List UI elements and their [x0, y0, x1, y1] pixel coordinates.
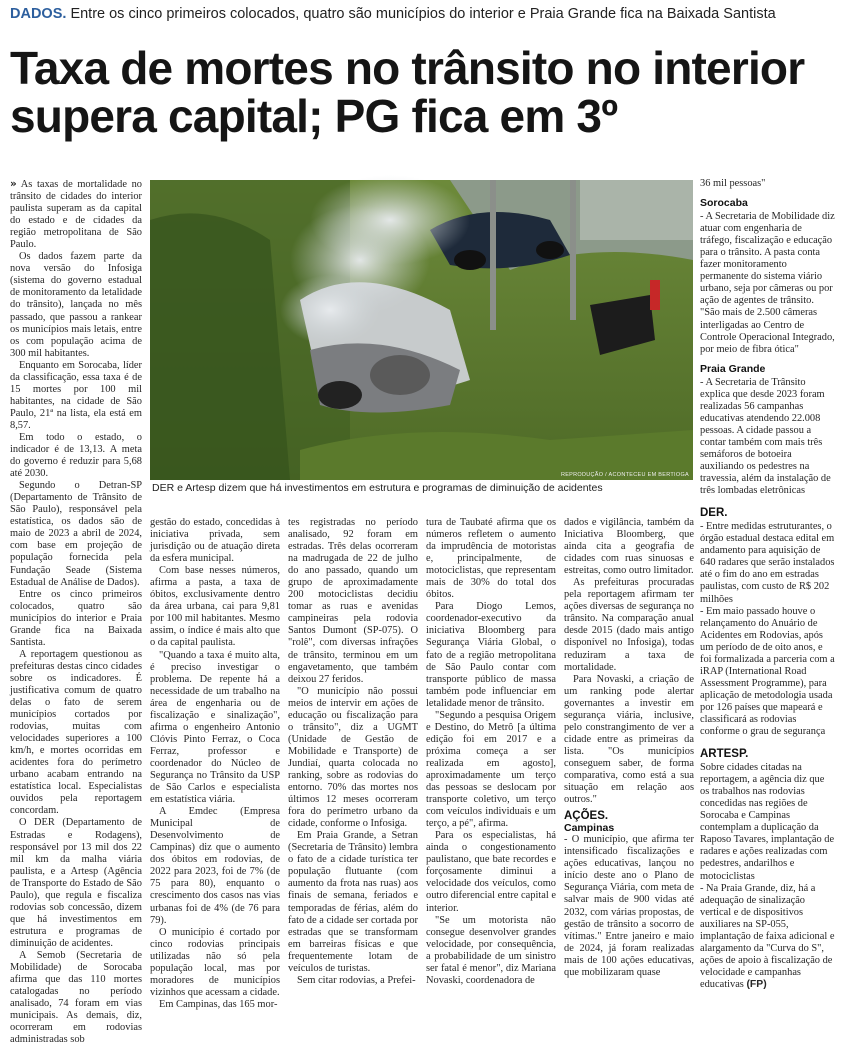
paragraph: - A Secretaria de Trânsito explica que desde 2023 foram realizadas 56 campanhas educativas atendendo 22.008 pessoas. A cidade passou a contar também com mais três semáforos de botoeira auxiliando os pedestres na travessia, além da instalação de três lombadas eletrônicas — [700, 376, 831, 497]
paragraph: » As taxas de mortalidade no trânsito de cidades do interior paulista superam as da capital do estado e de cidades da região metropolitana de São Paulo. — [10, 178, 142, 251]
paragraph: Entre os cinco primeiros colocados, quatro são municípios do interior e Praia Grande fica na Baixada Santista. — [10, 588, 142, 648]
paragraph: Em todo o estado, o indicador é de 13,13. A meta do governo é reduzir para 5,68 até 2030. — [10, 431, 142, 480]
paragraph: Para Diogo Lemos, coordenador-executivo da iniciativa Bloomberg para Segurança Viária Global, o fato de a região metropolitana de São Paulo contar com transporte público de massa também pode influenciar em letalidade menor de trânsito. — [426, 601, 556, 709]
accident-photo-illustration — [150, 180, 693, 480]
paragraph: A Emdec (Empresa Municipal de Desenvolvimento de Campinas) diz que o aumento dos óbitos em rodovias, de 2022 para 2023, foi de 7% (de 75 para 80), enquanto o crescimento dos casos nas vias urbanas foi de 4% (de 76 para 79). — [150, 806, 280, 926]
paragraph: gestão do estado, concedidas à iniciativa privada, sem jurisdição ou de atuação direta da esfera municipal. — [150, 517, 280, 565]
article-column-5 — [564, 517, 694, 978]
paragraph: "O município não possui meios de intervir em ações de educação ou fiscalização para o trânsito", diz a UGMT (Unidade de Gestão de Mobilidade e Transporte) de Jundiaí, quarta colocada no ranking, sobre as rodovias do entorno. 70% das mortes nos últimos 12 meses ocorreram fora do perímetro urbano da cidade, conforme o Infosiga. — [288, 685, 418, 830]
paragraph: A Semob (Secretaria de Mobilidade) de Sorocaba afirma que das 110 mortes catalogadas no período analisado, 74 foram em vias municipais. As demais, diz, ocorreram em rodovias administradas sob — [10, 950, 142, 1046]
article-column-3 — [288, 517, 418, 986]
paragraph: Sobre cidades citadas na reportagem, a agência diz que os trabalhos nas rodovias concedidas nas regiões de Sorocaba e Campinas contemplam a duplicação da Raposo Tavares, implantação de radares e ações realizadas com pedestres, andarilhos e motociclistas — [700, 762, 835, 882]
article-column-4 — [426, 517, 556, 986]
paragraph: - Entre medidas estruturantes, o órgão estadual destaca edital em andamento para aquisição de 640 radares que serão instalados até o fim do ano em estradas paulistas, com custo de R$ 202 milhões — [700, 521, 835, 605]
arrow-icon: » — [10, 178, 17, 190]
paragraph: Enquanto em Sorocaba, líder da classificação, essa taxa é de 15 mortes por 100 mil habitantes, na cidade de São Paulo, 21ª na lista, ela está em 8,57. — [10, 359, 142, 431]
paragraph: "Segundo a pesquisa Origem e Destino, do Metrô [a última edição foi em 2017 e a próxima começa a ser realizada em agosto], aproximadamente um terço das pessoas se deslocam por transporte coletivo, um terço com veículos individuais e um terço, a pé", afirma. — [426, 709, 556, 830]
paragraph: Para os especialistas, há ainda o congestionamento paulistano, que bate recordes e forçosamente diminui a velocidade dos veículos, como outro diferencial entre capital e interior. — [426, 830, 556, 914]
paragraph: Sem citar rodovias, a Prefei- — [297, 974, 416, 986]
section-heading-artesp: ARTESP. — [700, 748, 749, 761]
paragraph: Em Campinas, das 165 mor- — [159, 998, 278, 1010]
paragraph: Em Praia Grande, a Setran (Secretaria de Trânsito) lembra o fato de a cidade turística ter população flutuante (com aumento da frota nas ruas) aos finais de semana, feriados e temporadas de férias, além do fato de a cidade ser cortada por estradas que se transformam em barreiras físicas e que frequentemente lotam de veículos de turistas. — [288, 830, 418, 974]
subheading-sorocaba: Sorocaba — [700, 197, 748, 210]
paragraph: "Quando a taxa é muito alta, é preciso investigar o problema. De repente há a necessidade de um trabalho na área de engenharia ou de fiscalização e sinalização", afirma o engenheiro Antonio Clóvis Pinto Ferraz, o Coca Ferraz, professor e coordenador do Núcleo de Segurança no Trânsito da USP de São Carlos e especialista em estatística viária. — [150, 649, 280, 806]
photo-caption: DER e Artesp dizem que há investimentos em estrutura e programas de diminuição de acidentes — [152, 482, 603, 494]
paragraph: - A Secretaria de Mobilidade diz atuar com engenharia de tráfego, fiscalização e educação para o trânsito. A pasta conta fazer monitoramento permanente do sistema viário urbano, seja por câmeras ou por ação de agentes de trânsito. "São mais de 2.500 câmeras interligadas ao Centro de Controle Operacional Integrado, por meio de fibra ótica" — [700, 211, 835, 355]
paragraph: dados e vigilância, também da Iniciativa Bloomberg, que ainda cita a geografia de cidades com ruas sinuosas e estreitas, como outro limitador. — [564, 517, 694, 577]
article-column-2 — [150, 517, 280, 1010]
subheading-campinas: Campinas — [564, 822, 615, 835]
paragraph: As prefeituras procuradas pela reportagem afirmam ter ações diversas de segurança no trânsito. Na comparação anual desde 2015 (dado mais antigo disponível no Infosiga), todas reduziram a taxa de mortalidade. — [564, 577, 694, 673]
paragraph: Para Novaski, a criação de um ranking pode alertar governantes a investir em segurança viária, inclusive, pelo constrangimento de ver a cidade entre as primeiras da lista. "Os municípios conseguem saber, de forma comparativa, como está a sua situação em relação aos outros." — [564, 673, 694, 806]
paragraph: Com base nesses números, afirma a pasta, a taxa de óbitos, exclusivamente dentro da área urbana, cai para 9,81 por 100 mil habitantes. Mesmo assim, o índice é mais alto que o da capital paulista. — [150, 565, 280, 649]
section-heading-der: DER. — [700, 507, 728, 520]
paragraph: "Se um motorista não consegue desenvolver grandes velocidade, por consequência, a probabilidade de um sinistro ser fatal é menor", diz Mariana Novaski, coordenadora de — [426, 914, 556, 986]
headline: Taxa de mortes no trânsito no interior supera capital; PG fica em 3º — [10, 42, 805, 142]
paragraph: A reportagem questionou as prefeituras destas cinco cidades sobre os indicadores. É justificativa comum de quatro delas o fato de serem municípios cortados por rodovias, muitas com velocidades superiores a 100 km/h, e mortes ocorridas em acidentes fora do perímetro urbano acabam entrando na estatística local. Especialistas ouvidos pela reportagem concordam. — [10, 648, 142, 817]
paragraph: O DER (Departamento de Estradas e Rodagens), responsável por 13 mil dos 22 mil km da malha viária paulista, e a Artesp (Agência de Transporte do Estado de São Paulo), que regula e fiscaliza rodovias sob concessão, dizem que há investimentos em estrutura e programas de diminuição de acidentes. — [10, 817, 142, 949]
section-heading-acoes: AÇÕES. — [564, 810, 609, 823]
article-column-1 — [10, 178, 142, 1046]
kicker-label: DADOS. — [10, 6, 67, 22]
paragraph: - Em maio passado houve o relançamento do Anuário de Acidentes em Rodovias, após um período de de oito anos, e foi formalizada a parceria com a iRAP (International Road Assessment Programme), para aplicação de metodologia usada por 126 países que mapeará e classificará as rodovias conforme o grau de segurança — [700, 605, 835, 738]
paragraph: tura de Taubaté afirma que os números refletem o aumento da imprudência de motoristas e, principalmente, de motociclistas, que representam mais de 30% do total dos óbitos. — [426, 517, 556, 601]
paragraph: tes registradas no período analisado, 92 foram em estradas. Três delas ocorreram na madrugada de 22 de julho do ano passado, quando um grupo de aproximadamente 200 motociclistas decidiu tomar as ruas e avenidas campineiras pela rodovia Santos Dumont (SP-075). O "rolê", com diversas infrações de trânsito, terminou em um engavetamento, que também deixou 27 feridos. — [288, 517, 418, 685]
subheading-praia-grande: Praia Grande — [700, 362, 766, 375]
paragraph: 36 mil pessoas" — [700, 178, 766, 189]
paragraph: O município é cortado por cinco rodovias principais utilizadas não só pela população local, mas por moradores de municípios vizinhos que acessam a cidade. — [150, 926, 280, 998]
kicker — [10, 6, 835, 22]
paragraph: - Na Praia Grande, diz, há a adequação de sinalização vertical e de dispositivos auxiliares na SP-055, implantação de faixa adicional e alargamento da "Curva do S", ações de apoio à fiscalização de velocidade e campanhas educativas (FP) — [700, 882, 835, 990]
side-column — [700, 178, 836, 990]
accident-photo — [150, 180, 693, 480]
paragraph: Segundo o Detran-SP (Departamento de Trânsito de São Paulo), responsável pela estatística, os dados são de maio de 2023 a abril de 2024, com base em projeção de população fornecida pela Fundação Seade (Sistema Estadual de Análise de Dados). — [10, 480, 142, 588]
author-signature: (FP) — [746, 978, 767, 990]
paragraph: Os dados fazem parte da nova versão do Infosiga (sistema do governo estadual de monitoramento da letalidade do trânsito), lançada no mês passado, que passou a rankear os municípios mais letais, entre os com população acima de 300 mil habitantes. — [10, 251, 142, 359]
paragraph: - O município, que afirma ter intensificado fiscalizações e ações educativas, lançou no início deste ano o Plano de Segurança Viária, com meta de salvar mais de 900 vidas até 2032, com várias propostas, de gestão de trânsito a socorro de vítimas." Entre janeiro e maio de 2024, já foram realizadas mais de 100 ações educativas, que mobilizaram quase — [564, 834, 694, 978]
kicker-text: Entre os cinco primeiros colocados, quatro são municípios do interior e Praia Grande fica na Baixada Santista — [70, 6, 776, 22]
photo-credit: REPRODUÇÃO / ACONTECEU EM BERTIOGA — [560, 472, 689, 478]
